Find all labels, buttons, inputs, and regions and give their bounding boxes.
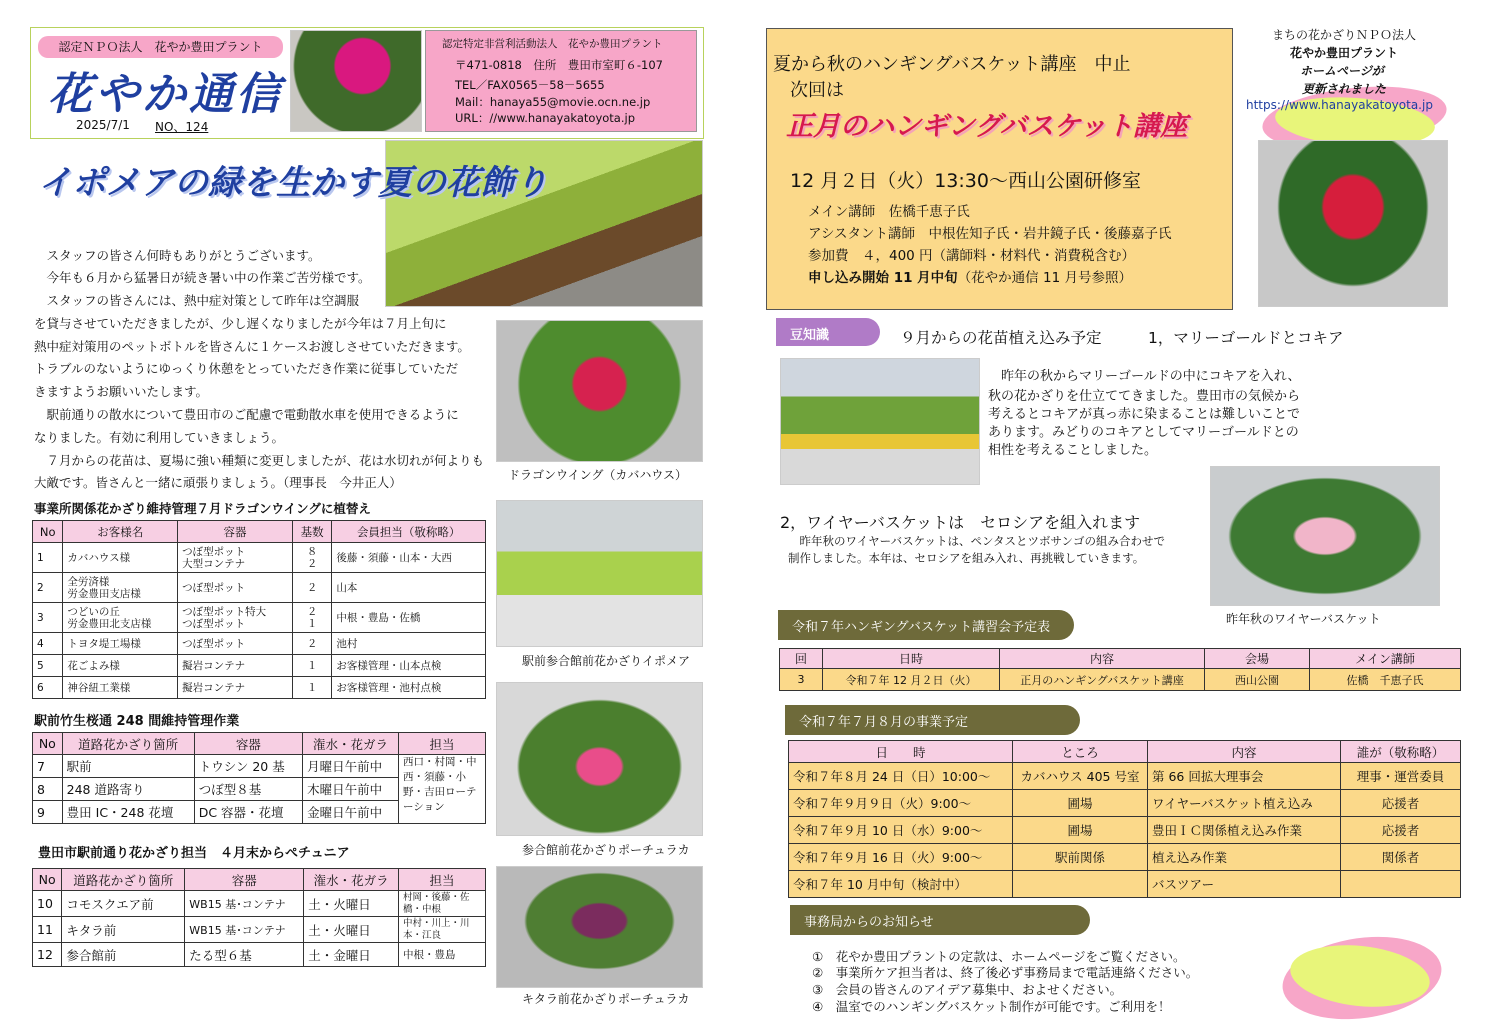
table-row: 2 全労済様 労金豊田支店様 つぼ型ポット ２ 山本 <box>33 573 486 603</box>
table1-title: 事業所関係花かざり維持管理７月ドラゴンウイングに植替え <box>34 501 371 516</box>
tips-heading-2: 2，ワイヤーバスケットは セロシアを組入れます <box>780 513 1141 532</box>
col-header: 容器 <box>178 521 293 543</box>
table-row: 6 神谷紐工業様 擬岩コンテナ １ お客様管理・池村点検 <box>33 677 486 699</box>
announce-apply <box>808 268 1132 289</box>
col-header: 日 時 <box>789 741 1013 763</box>
table3 <box>32 868 486 967</box>
course-table <box>779 648 1461 691</box>
table-row: 1 カバハウス様 つぼ型ポット 大型コンテナ ８ ２ 後藤・須藤・山本・大西 <box>33 543 486 573</box>
col-header: 会員担当（敬称略） <box>332 521 486 543</box>
tips-body-line: 考えるとコキアが真っ赤に染まることは難しいことで <box>988 407 1301 422</box>
col-header: 会場 <box>1205 649 1310 669</box>
col-header: 潅水・花ガラ <box>304 869 399 891</box>
dragonwing-caption: ドラゴンウイング（カバハウス） <box>508 468 688 482</box>
col-header: 内容 <box>1148 741 1341 763</box>
portulaca-photo-2 <box>496 866 703 988</box>
col-header: 道路花かざり箇所 <box>62 869 185 891</box>
intro-line: 駅前通りの散水について豊田市のご配慮で電動散水車を使用できるように <box>34 407 459 422</box>
announce-line: アシスタント講師 中根佐知子氏・岩井鏡子氏・後藤嘉子氏 <box>808 226 1172 242</box>
dragonwing-photo <box>496 320 703 462</box>
col-header: No <box>33 869 62 891</box>
contact-mail: Mail：hanaya55@movie.ocn.ne.jp <box>455 95 651 109</box>
intro-line: なりました。有効に利用していきましょう。 <box>34 430 285 445</box>
announce-datetime: 12 月２日（火）13:30～西山公園研修室 <box>790 170 1141 192</box>
schedule-table <box>788 740 1461 898</box>
table-row: 令和７年９月９日（火）9:00～ 圃場 ワイヤーバスケット植え込み 応援者 <box>789 790 1461 817</box>
tips-body-line: 相性を考えることしました。 <box>988 443 1158 458</box>
headline: イポメアの緑を生かす夏の花飾り <box>38 163 548 203</box>
schedule-title: 令和７年７月８月の事業予定 <box>785 705 1080 735</box>
course-table-title: 令和７年ハンギングバスケット講習会予定表 <box>778 610 1074 640</box>
homepage-line4: 更新されました <box>1302 82 1387 96</box>
table-row: 8 248 道路寄り つぼ型８基 木曜日午前中 <box>33 778 486 801</box>
homepage-flower-photo <box>1258 140 1448 307</box>
table-row: 5 花ごよみ様 擬岩コンテナ １ お客様管理・山本点検 <box>33 655 486 677</box>
intro-line: 大敵です。皆さんと一緒に頑張りましょう。（理事長 今井正人） <box>34 475 402 490</box>
col-header: メイン講師 <box>1310 649 1461 669</box>
header-flower-photo <box>290 30 422 132</box>
table-row: 令和７年９月 16 日（火）9:00～ 駅前関係 植え込み作業 関係者 <box>789 844 1461 871</box>
col-header: お客様名 <box>63 521 178 543</box>
table1 <box>32 520 486 699</box>
col-header: 誰が（敬称略） <box>1341 741 1461 763</box>
contact-address: 〒471‐0818 住所 豊田市室町６-107 <box>455 58 663 72</box>
col-header: ところ <box>1013 741 1148 763</box>
homepage-line1: まちの花かざりＮＰＯ法人 <box>1272 28 1417 42</box>
tips-body2-line: 昨年秋のワイヤーバスケットは、ペンタスとツボサンゴの組み合わせで <box>788 534 1165 548</box>
ipomoea-street-photo <box>496 500 703 647</box>
wire-basket-photo <box>1210 466 1440 606</box>
announce-apply-rest: （花やか通信 11 月号参照） <box>957 270 1132 286</box>
table-row: 9 豊田 IC・248 花壇 DC 容器・花壇 金曜日午前中 <box>33 801 486 824</box>
col-header: 担当 <box>399 869 486 891</box>
issue-date: 2025/7/1 <box>76 118 130 132</box>
col-header: 潅水・花ガラ <box>303 733 399 755</box>
table-row: 12 参合館前 たる型６基 土・金曜日 中根・豊島 <box>33 943 486 967</box>
col-header: No <box>33 521 63 543</box>
table-row: 3 つどいの丘 労金豊田北支店様 つぼ型ポット特大 つぼ型ポット ２ １ 中根・豊島・佐橋 <box>33 603 486 633</box>
col-header: 容器 <box>194 733 302 755</box>
homepage-line3: ホームページが <box>1300 64 1384 78</box>
table2-staff: 西口・村岡・中西・須藤・小野・吉田ローテーション <box>399 755 486 824</box>
table-row: 7 駅前 トウシン 20 基 月曜日午前中 西口・村岡・中西・須藤・小野・吉田ローテーション <box>33 755 486 778</box>
table-row: 3 令和７年 12 月２日（火） 正月のハンギングバスケット講座 西山公園 佐橋 千恵子氏 <box>780 669 1461 691</box>
announce-next: 次回は <box>790 80 844 101</box>
intro-line: トラブルのないようにゆっくり休憩をとっていただき作業に従事していただ <box>34 361 459 376</box>
col-header: 回 <box>780 649 823 669</box>
issue-number: NO、124 <box>155 120 209 134</box>
table3-title: 豊田市駅前通り花かざり担当 ４月末からペチュニア <box>38 846 350 861</box>
col-header: 容器 <box>185 869 304 891</box>
homepage-url[interactable]: https://www.hanayakatoyota.jp <box>1246 98 1433 112</box>
contact-org: 認定特定非営利活動法人 花やか豊田プラント <box>442 38 663 50</box>
table2-title: 駅前竹生桜通 248 間維持管理作業 <box>34 714 240 729</box>
tips-body-line: 秋の花かざりを仕立ててきました。豊田市の気候から <box>988 389 1301 404</box>
announce-apply-bold: 申し込み開始 11 月中旬 <box>808 270 958 286</box>
marigold-photo <box>780 358 980 485</box>
contact-tel: TEL／FAX0565－58－5655 <box>455 78 605 92</box>
col-header: 基数 <box>292 521 331 543</box>
table-row: 令和７年８月 24 日（日）10:00～ カバハウス 405 号室 第 66 回拡大理事会 理事・運営委員 <box>789 763 1461 790</box>
announce-title: 正月のハンギングバスケット講座 <box>786 111 1188 142</box>
homepage-line2: 花やか豊田プラント <box>1290 46 1399 60</box>
tips-heading: ９月からの花苗植え込み予定 1，マリーゴールドとコキア <box>900 329 1344 347</box>
notice-item: ③ 会員の皆さんのアイデア募集中、およせください。 <box>812 982 1123 997</box>
tips-body2-line: 制作しました。本年は、セロシアを組み入れ、再挑戦していきます。 <box>788 551 1145 565</box>
ipomoea-caption: 駅前参合館前花かざりイポメア <box>522 654 691 668</box>
intro-line: ７月からの花苗は、夏場に強い種類に変更しましたが、花は水切れが何よりも <box>34 453 485 468</box>
announce-cancel: 夏から秋のハンギングバスケット講座 中止 <box>773 54 1131 75</box>
portulaca-caption-2: キタラ前花かざりポーチュラカ <box>522 992 690 1006</box>
intro-line: スタッフの皆さん何時もありがとうございます。 <box>34 248 321 263</box>
notice-item: ① 花やか豊田プラントの定款は、ホームページをご覧ください。 <box>812 949 1186 964</box>
table-row: 11 キタラ前 WB15 基･コンテナ 土・火曜日 中村・川上・川本・江良 <box>33 917 486 943</box>
col-header: 道路花かざり箇所 <box>62 733 194 755</box>
newsletter-title: 花やか通信 <box>48 69 283 120</box>
table2 <box>32 732 486 824</box>
notice-item: ② 事業所ケア担当者は、終了後必ず事務局まで電話連絡ください。 <box>812 965 1199 980</box>
tips-body-line: 昨年の秋からマリーゴールドの中にコキアを入れ、 <box>988 369 1301 384</box>
intro-line: 熱中症対策用のペットボトルを皆さんに１ケースお渡しさせていただきます。 <box>34 339 470 354</box>
col-header: 日時 <box>823 649 1000 669</box>
intro-line: きますようお願いいたします。 <box>34 384 209 399</box>
portulaca-photo-1 <box>496 682 703 836</box>
table-row: 10 コモスクエア前 WB15 基･コンテナ 土・火曜日 村岡・後藤・佐橋・中根 <box>33 891 486 917</box>
table-row: 令和７年９月 10 日（水）9:00～ 圃場 豊田ＩＣ関係植え込み作業 応援者 <box>789 817 1461 844</box>
table-row: 4 トヨタ堤工場様 つぼ型ポット ２ 池村 <box>33 633 486 655</box>
notice-item: ④ 温室でのハンギングバスケット制作が可能です。ご利用を！ <box>812 999 1171 1014</box>
org-tag: 認定ＮＰＯ法人 花やか豊田プラント <box>38 36 283 58</box>
intro-line: スタッフの皆さんには、熱中症対策として昨年は空調服 <box>34 293 360 308</box>
tips-body-line: あります。みどりのコキアとしてマリーゴールドとの <box>988 425 1299 440</box>
contact-url: URL：//www.hanayakatoyota.jp <box>455 111 636 125</box>
tips-tag: 豆知識 <box>776 318 880 346</box>
col-header: No <box>33 733 63 755</box>
announce-line: メイン講師 佐橋千恵子氏 <box>808 204 970 220</box>
intro-line: 今年も６月から猛暑日が続き暑い中の作業ご苦労様です。 <box>34 270 371 285</box>
announce-line: 参加費 ４，400 円（講師料・材料代・消費税含む） <box>808 248 1136 264</box>
portulaca-caption-1: 参合館前花かざりポーチュラカ <box>522 843 690 857</box>
intro-line: を貸与させていただきましたが、少し遅くなりましたが今年は７月上旬に <box>34 316 447 331</box>
wire-basket-caption: 昨年秋のワイヤーバスケット <box>1226 612 1381 626</box>
notice-title: 事務局からのお知らせ <box>790 905 1090 935</box>
col-header: 担当 <box>399 733 486 755</box>
table-row: 令和７年 10 月中旬（検討中） バスツアー <box>789 871 1461 898</box>
col-header: 内容 <box>1000 649 1205 669</box>
